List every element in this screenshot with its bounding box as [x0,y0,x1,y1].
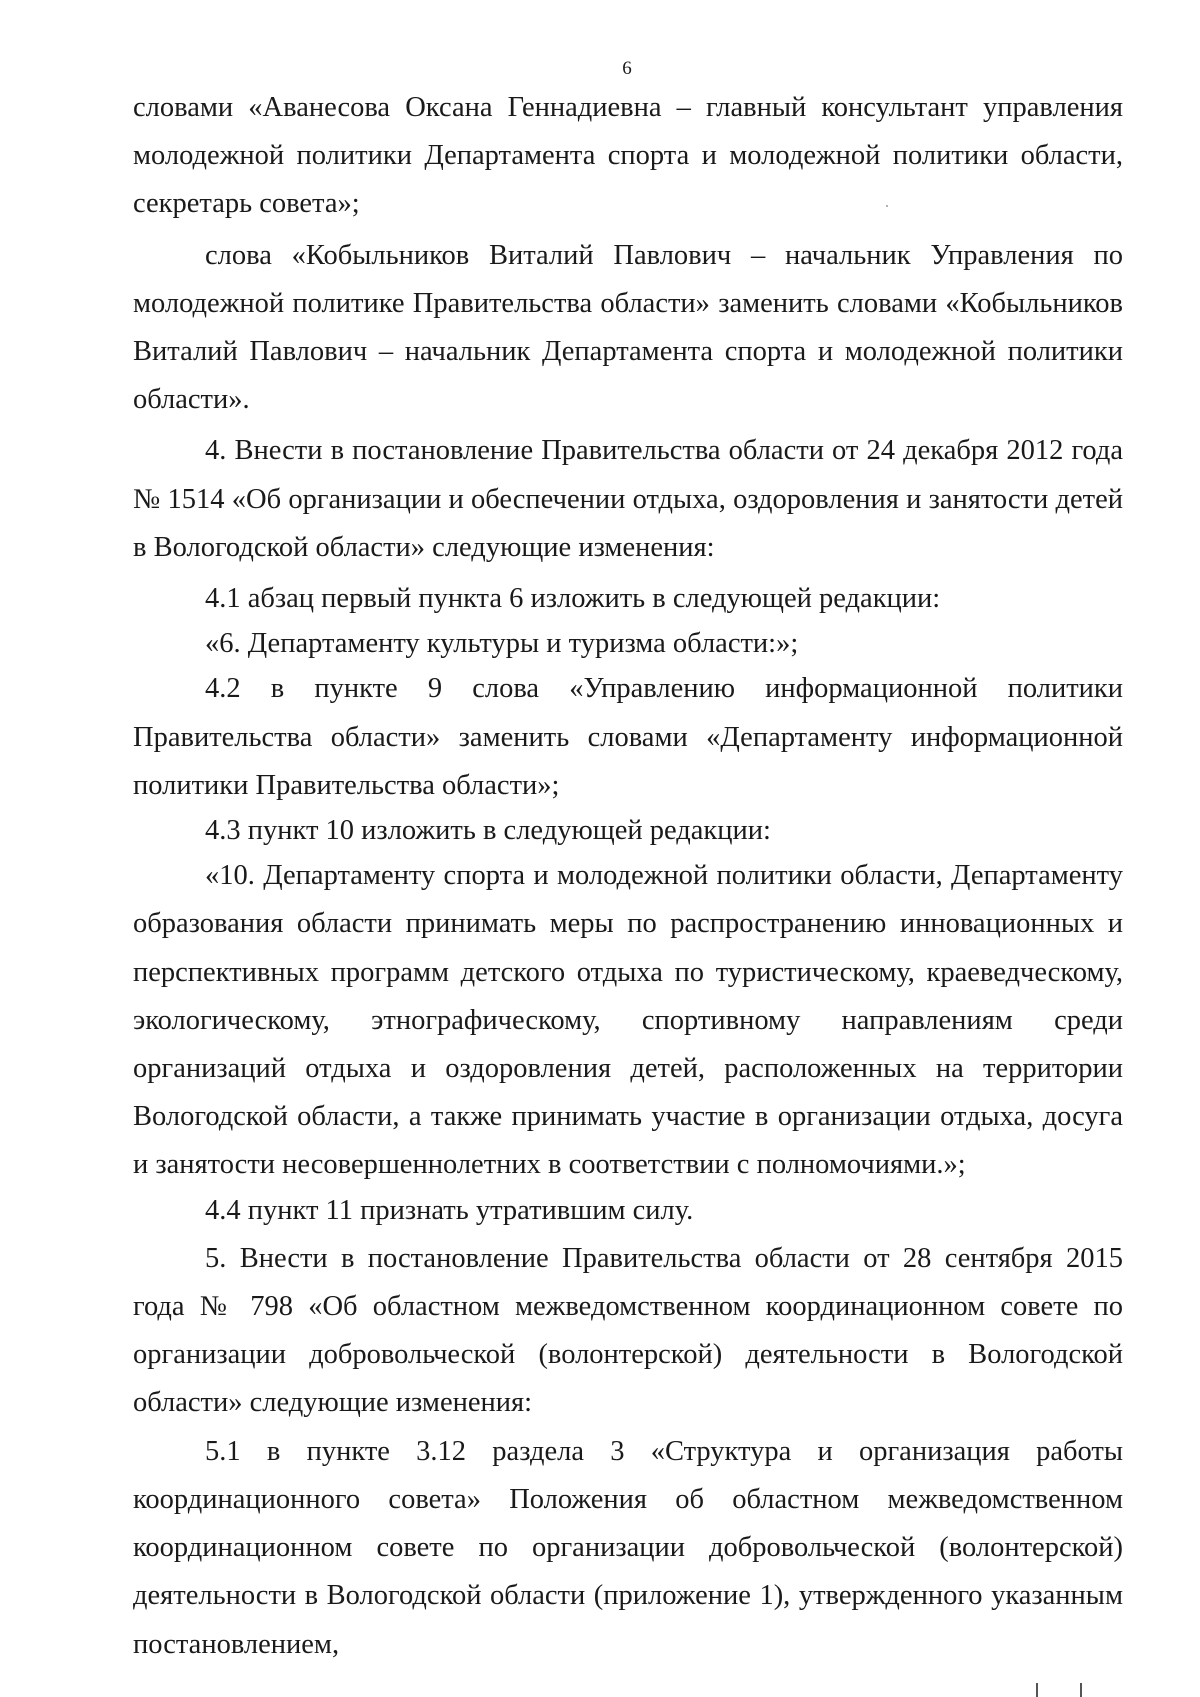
paragraph-item-4-3: 4.3 пункт 10 изложить в следующей редакции: [205,815,771,847]
paragraph-continuation: словами «Аванесова Оксана Геннадиевна – главный консультант управления молодежной политики Департамента спорта и молодежной политики области, секретарь совета»; [133,92,1123,220]
paragraph-item-4-4: 4.4 пункт 11 признать утратившим силу. [205,1194,694,1226]
scan-speck [886,205,888,207]
scan-edge-mark [1036,1683,1038,1697]
paragraph-item-4-1: 4.1 абзац первый пункта 6 изложить в следующей редакции: [205,583,941,615]
paragraph-item-4-2: 4.2 в пункте 9 слова «Управлению информационной политики Правительства области» заменить словами «Департаменту информационной политики Правительства области»; [133,673,1123,801]
document-body [133,80,1123,1669]
paragraph-item-5-1: 5.1 в пункте 3.12 раздела 3 «Структура и организация работы координационного совета» Положения об областном межведомственном координационном совете по организации добровольческой (волонтерской) деятельности в Вологодской области (приложение 1), утвержденного указанным постановлением, [133,1435,1123,1660]
paragraph-kobylnikov: слова «Кобыльников Виталий Павлович – начальник Управления по молодежной политике Правительства области» заменить словами «Кобыльников Виталий Павлович – начальник Департамента спорта и молодежной политики области». [133,239,1123,416]
paragraph-item-5: 5. Внести в постановление Правительства области от 28 сентября 2015 года № 798 «Об областном межведомственном координационном совете по организации добровольческой (волонтерской) деятельности в Вологодской области» следующие изменения: [133,1242,1123,1419]
paragraph-item-4: 4. Внести в постановление Правительства области от 24 декабря 2012 года № 1514 «Об организации и обеспечении отдыха, оздоровления и занятости детей в Вологодской области» следующие изменения: [133,435,1123,563]
page-number: 6 [622,58,632,79]
paragraph-item-4-3-text: «10. Департаменту спорта и молодежной политики области, Департаменту образования области принимать меры по распространению инновационных и перспективных программ детского отдыха по туристическому, краеведческому, экологическому, этнографическому, спортивному направлениям среди организаций отдыха и оздоровления детей, расположенных на территории Вологодской области, а также принимать участие в организации отдыха, досуга и занятости несовершеннолетних в соответствии с полномочиями.»; [133,860,1123,1181]
scan-edge-mark [1080,1683,1082,1697]
paragraph-item-4-1-text: «6. Департаменту культуры и туризма области:»; [205,628,799,660]
